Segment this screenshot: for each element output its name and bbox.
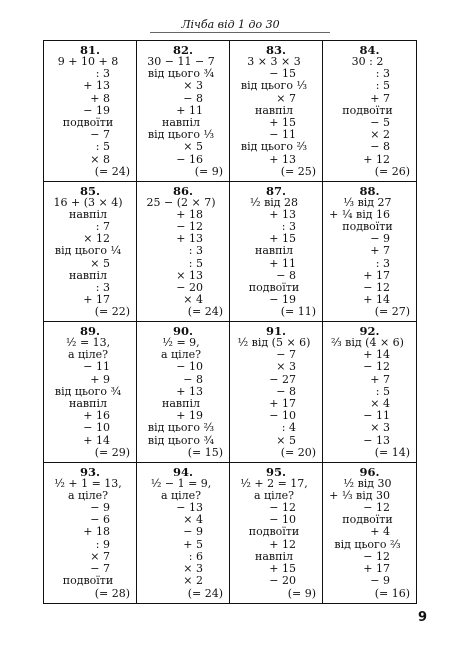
exercise-line: + 7 [370,91,390,105]
exercise-line: − 12 [363,549,390,563]
exercise-line: ¹⁄₂ − 1 = 9, [150,476,212,490]
exercise-line: + 14 [83,433,110,447]
exercise-line: ¹⁄₂ = 13, [65,336,111,349]
exercise-cell [323,182,416,323]
exercise-answer: (= 15) [187,445,223,459]
exercise-line: ¹⁄₂ = 9, [162,336,200,349]
exercise-line: навпіл [162,397,200,411]
exercise-line: + 14 [363,293,390,307]
exercise-cell [44,41,137,182]
exercise-line: × 3 [370,421,390,435]
exercise-line: × 13 [176,268,203,282]
exercise-answer: (= 11) [280,305,316,318]
exercise-line: ¹⁄₂ + 2 = 17, [240,476,308,490]
exercise-line: − 7 [90,128,110,142]
exercise-line: − 15 [269,67,296,81]
exercise-line: ²⁄₃ від (4 × 6) [331,336,404,349]
exercise-line: 3 × 3 × 3 [247,55,301,68]
exercise-line: 9 + 10 + 8 [57,55,119,68]
exercise-line: : 5 [375,79,390,93]
exercise-line: − 6 [90,513,110,527]
exercise-line: + ¹⁄₄ від 16 [329,207,390,221]
exercise-answer: (= 29) [94,445,130,459]
exercise-cell [44,182,137,323]
exercise-line: 30 − 11 − 7 [147,55,215,68]
exercise-line: × 3 [183,79,203,93]
exercise-line: × 3 [276,360,296,374]
exercise-answer: (= 22) [94,305,130,318]
exercise-line: − 7 [90,561,110,575]
exercise-answer: (= 9) [194,164,223,178]
exercise-line: − 7 [276,348,296,362]
exercise-answer: (= 28) [94,587,130,600]
exercise-line: − 12 [363,280,390,294]
exercise-line: − 9 [90,500,110,514]
exercise-number: 84. [359,43,380,57]
exercise-cell [323,41,416,182]
exercise-line: : 3 [95,280,110,294]
exercise-line: + 13 [83,79,110,93]
exercise-answer: (= 14) [374,445,410,459]
exercise-line: 25 − (2 × 7) [146,195,216,209]
exercise-line: а ціле? [67,348,109,362]
exercise-line: від цього ¹⁄₄ [54,244,122,258]
exercise-line: від цього ²⁄₃ [240,140,308,154]
exercise-number: 90. [172,324,193,338]
exercise-line: + 11 [176,103,203,117]
exercise-line: + 17 [269,397,296,411]
exercise-line: : 3 [375,256,390,270]
exercise-line: навпіл [69,207,107,221]
exercise-line: ¹⁄₂ від 30 [343,476,392,490]
exercise-line: × 5 [183,140,203,154]
exercise-cell [137,182,230,323]
exercise-line: × 2 [370,128,390,142]
exercise-line: від цього ¹⁄₃ [240,79,308,93]
exercise-line: + 13 [176,232,203,246]
exercise-cell [137,463,230,604]
exercise-line: + 7 [370,244,390,258]
exercise-line: : 7 [95,219,110,233]
exercise-line: − 13 [363,433,390,447]
exercise-line: + 17 [83,293,110,307]
exercise-line: + 19 [176,409,203,423]
exercise-line: : 6 [188,549,203,563]
exercise-cell [44,322,137,463]
exercise-line: − 20 [269,574,296,588]
exercise-line: : 3 [95,67,110,81]
header-rule [150,32,330,33]
exercise-line: − 8 [183,91,203,105]
exercise-line: − 8 [276,384,296,398]
exercise-line: від цього ³⁄₄ [147,67,215,81]
exercise-line: + 14 [363,348,390,362]
exercise-line: + 7 [370,372,390,386]
exercise-answer: (= 20) [280,445,316,459]
exercise-line: − 5 [370,116,390,130]
exercise-line: навпіл [162,116,200,130]
exercise-answer: (= 26) [374,164,410,178]
exercise-cell [137,322,230,463]
exercise-line: × 3 [183,561,203,575]
exercise-line: ¹⁄₃ від 27 [343,195,392,209]
exercise-line: : 9 [95,537,110,551]
exercise-number: 85. [79,183,100,198]
exercise-line: − 13 [176,500,203,514]
exercise-answer: (= 24) [187,587,223,600]
exercise-line: − 11 [363,409,390,423]
exercise-line: − 10 [269,409,296,423]
exercise-grid [43,40,417,604]
exercise-cell [230,322,323,463]
exercise-number: 95. [265,464,286,479]
exercise-line: : 3 [281,219,296,233]
exercise-line: : 5 [375,384,390,398]
exercise-line: − 20 [176,280,203,294]
exercise-line: а ціле? [253,488,295,502]
exercise-line: − 8 [183,372,203,386]
exercise-line: − 27 [269,372,296,386]
exercise-line: + 15 [269,116,296,130]
exercise-line: + 13 [269,207,296,221]
exercise-line: − 9 [370,574,390,588]
exercise-line: подвоїти [342,103,393,117]
exercise-answer: (= 25) [280,164,316,178]
exercise-line: подвоїти [248,525,300,539]
exercise-line: : 5 [188,256,203,270]
exercise-line: подвоїти [62,116,114,130]
exercise-line: × 5 [276,433,296,447]
exercise-number: 92. [359,324,380,338]
exercise-line: − 10 [269,513,296,527]
exercise-line: × 8 [90,152,110,166]
exercise-line: − 9 [183,525,203,539]
exercise-line: − 12 [269,500,296,514]
exercise-line: + 17 [363,561,390,575]
exercise-line: : 3 [188,244,203,258]
exercise-line: − 10 [83,421,110,435]
exercise-line: × 7 [90,549,110,563]
exercise-line: 30 : 2 [351,55,384,68]
exercise-cell [44,463,137,604]
exercise-cell [323,322,416,463]
exercise-line: × 2 [183,574,203,588]
exercise-line: від цього ³⁄₄ [147,433,215,447]
exercise-cell [230,182,323,323]
exercise-line: + 18 [176,207,203,221]
exercise-line: − 11 [269,128,296,142]
exercise-line: × 4 [370,397,390,411]
exercise-number: 86. [172,183,193,198]
exercise-number: 91. [265,324,286,338]
exercise-line: : 3 [375,67,390,81]
exercise-number: 93. [79,464,100,479]
exercise-line: + 13 [269,152,296,166]
exercise-line: + 12 [363,152,390,166]
exercise-line: + 13 [176,384,203,398]
exercise-number: 96. [359,464,380,479]
exercise-line: подвоїти [342,219,393,233]
page-number: 9 [417,610,427,625]
exercise-line: × 5 [90,256,110,270]
exercise-line: а ціле? [67,488,109,502]
exercise-line: + 12 [269,537,296,551]
exercise-line: − 12 [176,219,203,233]
exercise-number: 88. [359,183,380,198]
exercise-line: − 12 [363,500,390,514]
exercise-number: 87. [265,183,286,198]
exercise-line: навпіл [69,268,107,282]
exercise-answer: (= 16) [374,587,410,600]
exercise-cell [323,463,416,604]
exercise-answer: (= 24) [187,305,223,318]
exercise-line: навпіл [69,397,107,411]
exercise-cell [230,41,323,182]
exercise-line: навпіл [255,103,293,117]
exercise-line: навпіл [255,549,293,563]
exercise-line: + 18 [83,525,110,539]
exercise-line: від цього ²⁄₃ [147,421,215,435]
exercise-line: + 17 [363,268,390,282]
exercise-line: від цього ³⁄₄ [54,384,122,398]
exercise-number: 89. [79,324,100,338]
exercise-line: + ¹⁄₃ від 30 [329,488,390,502]
exercise-line: + 4 [370,525,390,539]
exercise-line: + 8 [90,91,110,105]
exercise-line: + 15 [269,561,296,575]
exercise-line: подвоїти [342,513,393,527]
exercise-line: ¹⁄₂ + 1 = 13, [54,476,122,490]
exercise-line: + 16 [83,409,110,423]
exercise-answer: (= 9) [287,587,316,600]
exercise-line: подвоїти [62,574,114,588]
exercise-line: а ціле? [160,348,202,362]
exercise-line: + 15 [269,232,296,246]
exercise-line: × 7 [276,91,296,105]
exercise-line: − 8 [370,140,390,154]
exercise-line: + 5 [183,537,203,551]
exercise-line: − 19 [83,103,110,117]
exercise-answer: (= 24) [94,164,130,178]
exercise-line: ¹⁄₂ від (5 × 6) [237,336,311,349]
exercise-line: ¹⁄₂ від 28 [249,195,299,209]
exercise-cell [230,463,323,604]
exercise-line: від цього ¹⁄₃ [147,128,215,142]
exercise-line: а ціле? [160,488,202,502]
exercise-line: 16 + (3 × 4) [53,195,123,209]
exercise-line: − 8 [276,268,296,282]
exercise-line: − 16 [176,152,203,166]
exercise-line: + 9 [90,372,110,386]
exercise-line: : 5 [95,140,110,154]
exercise-number: 81. [79,43,100,57]
exercise-line: − 10 [176,360,203,374]
exercise-answer: (= 27) [374,305,410,318]
exercise-number: 82. [172,43,193,57]
exercise-line: × 4 [183,293,203,307]
exercise-number: 83. [265,43,286,57]
exercise-line: × 12 [83,232,110,246]
running-header: Лічба від 1 до 30 [181,18,280,31]
exercise-line: : 4 [281,421,296,435]
exercise-number: 94. [172,464,193,479]
exercise-line: навпіл [255,244,293,258]
exercise-line: − 9 [370,232,390,246]
exercise-line: − 12 [363,360,390,374]
exercise-line: − 19 [269,293,296,307]
exercise-line: подвоїти [248,280,300,294]
exercise-line: від цього ²⁄₃ [334,537,401,551]
exercise-line: + 11 [269,256,296,270]
exercise-cell [137,41,230,182]
exercise-line: × 4 [183,513,203,527]
exercise-line: − 11 [83,360,110,374]
